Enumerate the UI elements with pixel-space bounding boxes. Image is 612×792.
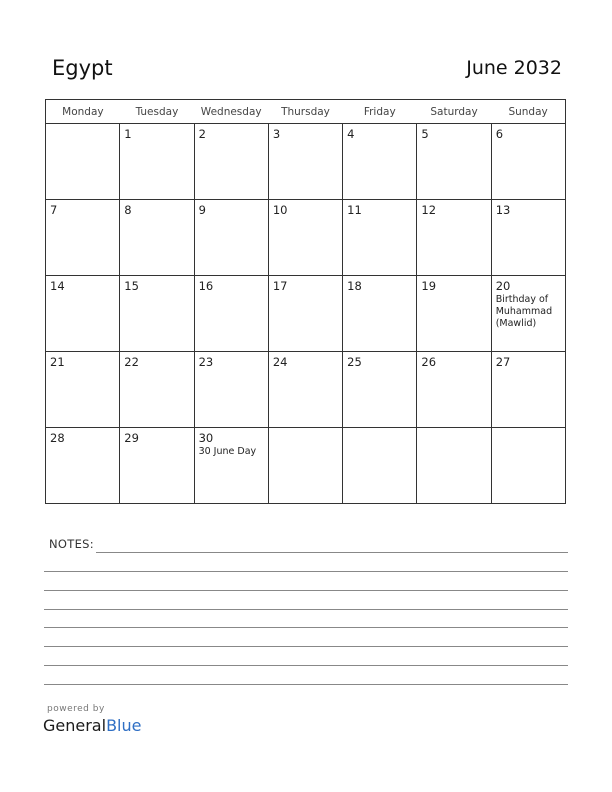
day-cell bbox=[194, 124, 268, 200]
country-title: Egypt bbox=[52, 56, 113, 80]
weekday-header: Saturday bbox=[417, 100, 491, 124]
day-cell bbox=[46, 352, 120, 428]
week-row bbox=[46, 124, 566, 200]
day-number: 9 bbox=[198, 203, 206, 217]
day-number: 16 bbox=[198, 279, 214, 293]
day-number: 1 bbox=[124, 127, 132, 141]
day-cell bbox=[268, 428, 342, 504]
day-cell bbox=[417, 352, 491, 428]
day-cell bbox=[120, 276, 194, 352]
calendar-grid bbox=[45, 99, 566, 504]
day-cell bbox=[268, 276, 342, 352]
day-cell bbox=[343, 124, 417, 200]
notes-line bbox=[44, 590, 568, 591]
week-row bbox=[46, 276, 566, 352]
day-number: 30 bbox=[198, 431, 214, 445]
brand-blue: Blue bbox=[106, 716, 142, 735]
day-cell bbox=[343, 428, 417, 504]
day-number: 24 bbox=[272, 355, 288, 369]
day-number: 23 bbox=[198, 355, 214, 369]
day-cell bbox=[417, 200, 491, 276]
day-cell bbox=[194, 276, 268, 352]
notes-line bbox=[44, 627, 568, 628]
day-cell bbox=[491, 428, 565, 504]
day-number: 13 bbox=[495, 203, 511, 217]
day-cell bbox=[46, 124, 120, 200]
weekday-header: Friday bbox=[343, 100, 417, 124]
day-cell bbox=[343, 352, 417, 428]
day-cell bbox=[268, 352, 342, 428]
day-number: 19 bbox=[421, 279, 437, 293]
day-number: 8 bbox=[124, 203, 132, 217]
notes-line bbox=[44, 646, 568, 647]
day-cell bbox=[491, 352, 565, 428]
weekday-header-row bbox=[46, 100, 566, 124]
day-number: 5 bbox=[421, 127, 429, 141]
day-cell bbox=[194, 428, 268, 504]
notes-line bbox=[44, 609, 568, 610]
day-cell bbox=[120, 124, 194, 200]
notes-line bbox=[44, 665, 568, 666]
day-cell bbox=[194, 200, 268, 276]
day-cell bbox=[491, 276, 565, 352]
day-cell bbox=[491, 124, 565, 200]
day-cell bbox=[194, 352, 268, 428]
day-number: 25 bbox=[347, 355, 362, 369]
weekday-header: Monday bbox=[46, 100, 120, 124]
month-year-title: June 2032 bbox=[466, 57, 562, 79]
day-number: 18 bbox=[347, 279, 362, 293]
day-cell bbox=[46, 200, 120, 276]
powered-by-text: powered by bbox=[47, 704, 105, 714]
day-number: 21 bbox=[50, 355, 65, 369]
day-cell bbox=[120, 352, 194, 428]
week-row bbox=[46, 200, 566, 276]
brand-general: General bbox=[43, 716, 107, 735]
weekday-header: Wednesday bbox=[194, 100, 268, 124]
holiday-label: Birthday of Muhammad (Mawlid) bbox=[495, 294, 553, 329]
day-number: 2 bbox=[198, 127, 206, 141]
weekday-header: Thursday bbox=[268, 100, 342, 124]
day-cell bbox=[46, 428, 120, 504]
week-row bbox=[46, 428, 566, 504]
generalblue-logo bbox=[43, 716, 141, 735]
day-number: 22 bbox=[124, 355, 139, 369]
day-cell bbox=[120, 428, 194, 504]
day-number: 6 bbox=[495, 127, 504, 141]
day-number: 26 bbox=[421, 355, 437, 369]
day-cell bbox=[417, 428, 491, 504]
holiday-label: 30 June Day bbox=[198, 446, 257, 457]
notes-line bbox=[44, 684, 568, 685]
day-cell bbox=[343, 200, 417, 276]
day-number: 10 bbox=[272, 203, 288, 217]
day-cell bbox=[120, 200, 194, 276]
notes-line bbox=[96, 552, 568, 553]
day-cell bbox=[491, 200, 565, 276]
day-number: 11 bbox=[347, 203, 362, 217]
day-number: 17 bbox=[272, 279, 288, 293]
day-number: 28 bbox=[50, 431, 65, 445]
day-cell bbox=[268, 124, 342, 200]
day-number: 27 bbox=[495, 355, 511, 369]
day-cell bbox=[46, 276, 120, 352]
day-number: 29 bbox=[124, 431, 139, 445]
day-number: 7 bbox=[50, 203, 58, 217]
weekday-header: Sunday bbox=[491, 100, 565, 124]
day-cell bbox=[417, 124, 491, 200]
week-row bbox=[46, 352, 566, 428]
day-number: 3 bbox=[272, 127, 281, 141]
day-cell bbox=[268, 200, 342, 276]
day-number: 4 bbox=[347, 127, 355, 141]
notes-line bbox=[44, 571, 568, 572]
day-number: 14 bbox=[50, 279, 65, 293]
day-number: 12 bbox=[421, 203, 437, 217]
day-number: 15 bbox=[124, 279, 139, 293]
day-cell bbox=[417, 276, 491, 352]
day-number: 20 bbox=[495, 279, 511, 293]
notes-label: NOTES: bbox=[49, 537, 94, 551]
weekday-header: Tuesday bbox=[120, 100, 194, 124]
day-cell bbox=[343, 276, 417, 352]
